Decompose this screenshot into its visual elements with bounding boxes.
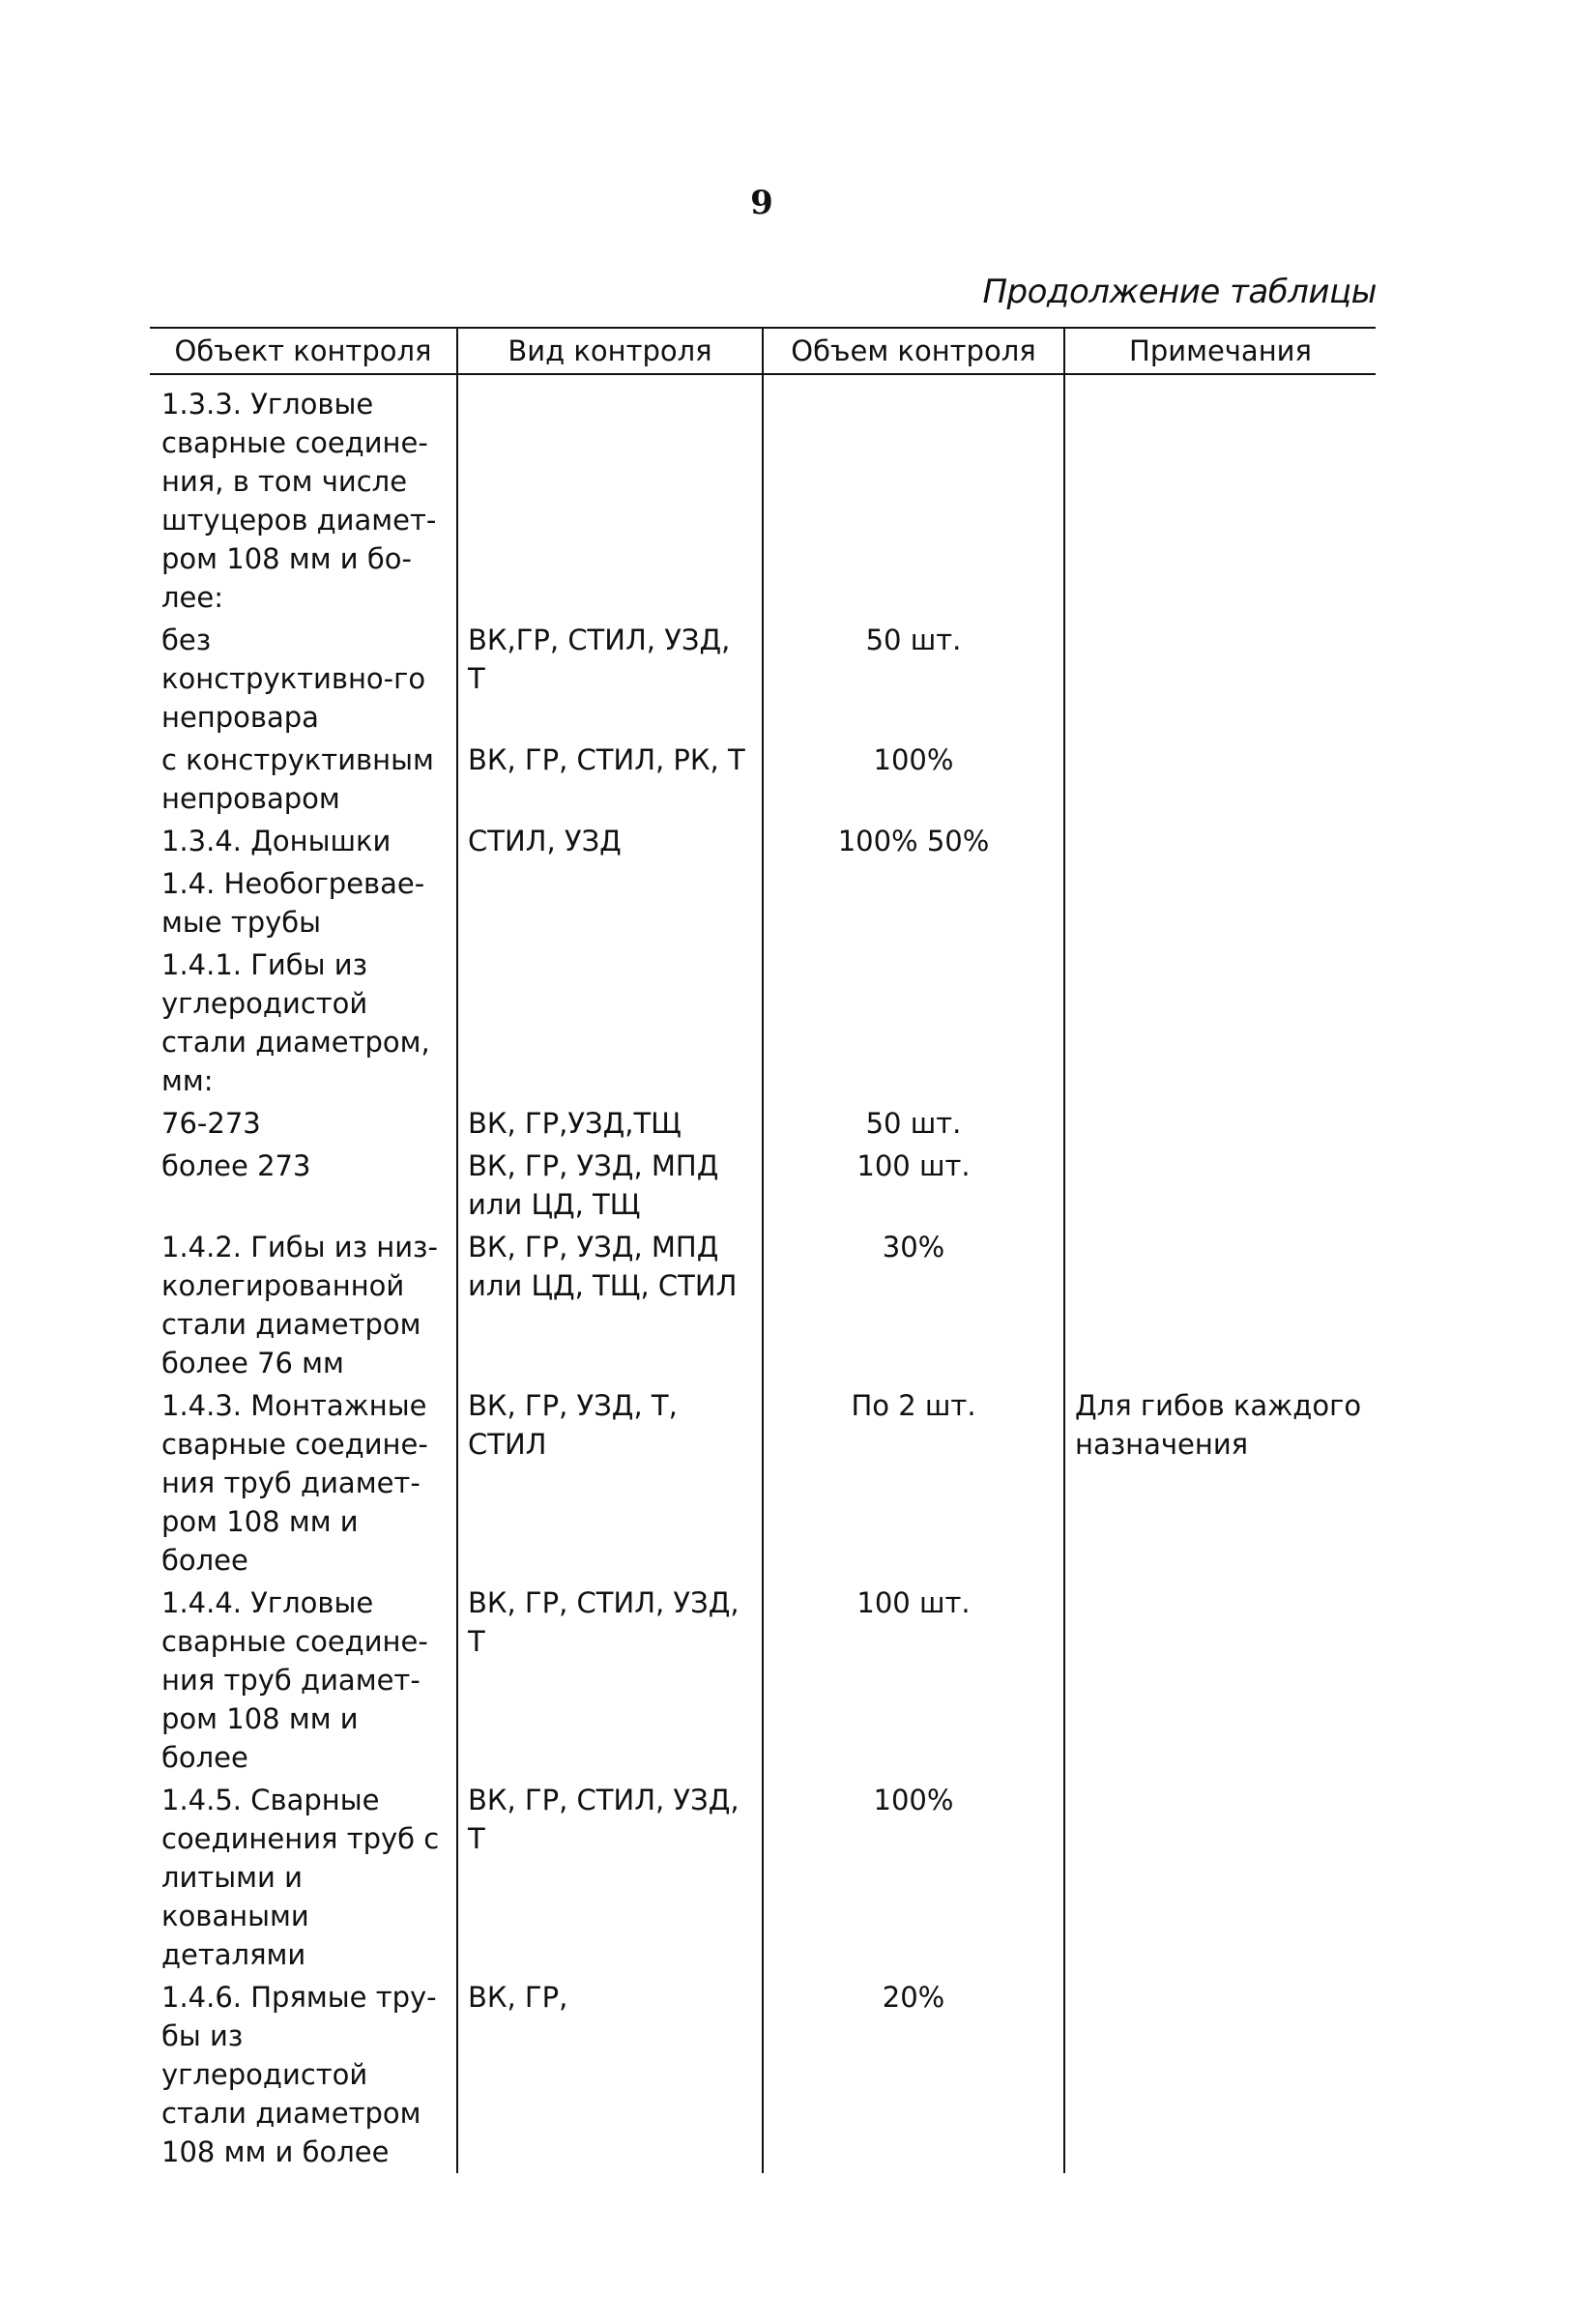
cell-control-type: ВК, ГР, УЗД, МПД или ЦД, ТЩ, СТИЛ — [457, 1226, 763, 1384]
cell-control-volume — [763, 862, 1064, 944]
table-row — [150, 1976, 1376, 2173]
table-body — [150, 374, 1376, 2173]
table-row — [150, 1384, 1376, 1582]
header-control-volume: Объем контроля — [763, 328, 1064, 374]
cell-control-type: ВК, ГР, СТИЛ, УЗД, Т — [457, 1779, 763, 1976]
cell-control-type: ВК, ГР, УЗД, МПД или ЦД, ТЩ — [457, 1145, 763, 1226]
cell-object: 1.3.3. Угловые сварные соедине-ния, в том числе штуцеров диамет-ром 108 мм и бо-лее: — [161, 388, 437, 614]
cell-notes — [1064, 1582, 1376, 1779]
cell-object: 1.4.6. Прямые тру-бы из углеродистой стали диаметром 108 мм и более — [161, 1981, 437, 2168]
table-row — [150, 1226, 1376, 1384]
cell-notes — [1064, 1226, 1376, 1384]
cell-object: 76-273 — [161, 1107, 261, 1140]
cell-object: 1.4. Необогревае-мые трубы — [161, 867, 425, 939]
table-row — [150, 374, 1376, 619]
cell-control-volume: По 2 шт. — [763, 1384, 1064, 1582]
cell-control-type: ВК,ГР, СТИЛ, УЗД, Т — [457, 619, 763, 739]
cell-object: 1.4.3. Монтажные сварные соедине-ния труб диамет-ром 108 мм и более — [161, 1389, 428, 1577]
cell-notes — [1064, 1779, 1376, 1976]
cell-control-volume: 50 шт. — [763, 1102, 1064, 1145]
cell-object: более 273 — [161, 1149, 311, 1182]
cell-control-volume: 100% — [763, 1779, 1064, 1976]
cell-control-volume: 20% — [763, 1976, 1064, 2173]
table-row — [150, 1582, 1376, 1779]
cell-object: 1.4.1. Гибы из углеродистой стали диаметром, мм: — [161, 948, 430, 1097]
table-continuation-label: Продолжение таблицы — [982, 273, 1377, 311]
cell-control-volume: 100% 50% — [763, 820, 1064, 862]
table-row — [150, 1145, 1376, 1226]
cell-notes — [1064, 862, 1376, 944]
cell-control-type: СТИЛ, УЗД — [457, 820, 763, 862]
table-row — [150, 944, 1376, 1102]
cell-notes — [1064, 619, 1376, 739]
control-table — [150, 327, 1376, 2173]
cell-control-volume: 100 шт. — [763, 1145, 1064, 1226]
cell-control-volume: 30% — [763, 1226, 1064, 1384]
header-object: Объект контроля — [150, 328, 457, 374]
cell-control-volume — [763, 374, 1064, 619]
cell-object: 1.3.4. Донышки — [161, 825, 392, 857]
table-row — [150, 619, 1376, 739]
header-control-type: Вид контроля — [457, 328, 763, 374]
cell-object: 1.4.4. Угловые сварные соедине-ния труб диамет-ром 108 мм и более — [161, 1586, 428, 1774]
cell-notes — [1064, 820, 1376, 862]
table-header-row — [150, 328, 1376, 374]
cell-object: с конструктивным непроваром — [161, 743, 434, 815]
cell-object: 1.4.5. Сварные соединения труб с литыми и коваными деталями — [161, 1784, 440, 1971]
cell-object: без конструктивно-го непровара — [161, 624, 426, 734]
cell-control-type: ВК, ГР, — [457, 1976, 763, 2173]
cell-control-type: ВК, ГР,УЗД,ТЩ — [457, 1102, 763, 1145]
cell-notes — [1064, 1976, 1376, 2173]
table-row — [150, 1779, 1376, 1976]
cell-control-volume: 100% — [763, 739, 1064, 820]
cell-object: 1.4.2. Гибы из низ-колегированной стали диаметром более 76 мм — [161, 1231, 438, 1379]
cell-control-volume: 100 шт. — [763, 1582, 1064, 1779]
cell-control-volume — [763, 944, 1064, 1102]
cell-control-type: ВК, ГР, СТИЛ, РК, Т — [457, 739, 763, 820]
cell-notes: Для гибов каждого назначения — [1064, 1384, 1376, 1582]
cell-control-type: ВК, ГР, УЗД, Т, СТИЛ — [457, 1384, 763, 1582]
table-row — [150, 1102, 1376, 1145]
cell-control-volume: 50 шт. — [763, 619, 1064, 739]
cell-control-type — [457, 944, 763, 1102]
cell-control-type — [457, 862, 763, 944]
cell-notes — [1064, 374, 1376, 619]
cell-notes — [1064, 1145, 1376, 1226]
cell-notes — [1064, 739, 1376, 820]
cell-notes — [1064, 944, 1376, 1102]
page-number: 9 — [750, 184, 773, 222]
table-row — [150, 862, 1376, 944]
cell-notes — [1064, 1102, 1376, 1145]
table-row — [150, 820, 1376, 862]
cell-control-type: ВК, ГР, СТИЛ, УЗД, Т — [457, 1582, 763, 1779]
header-notes: Примечания — [1064, 328, 1376, 374]
table-row — [150, 739, 1376, 820]
cell-control-type — [457, 374, 763, 619]
